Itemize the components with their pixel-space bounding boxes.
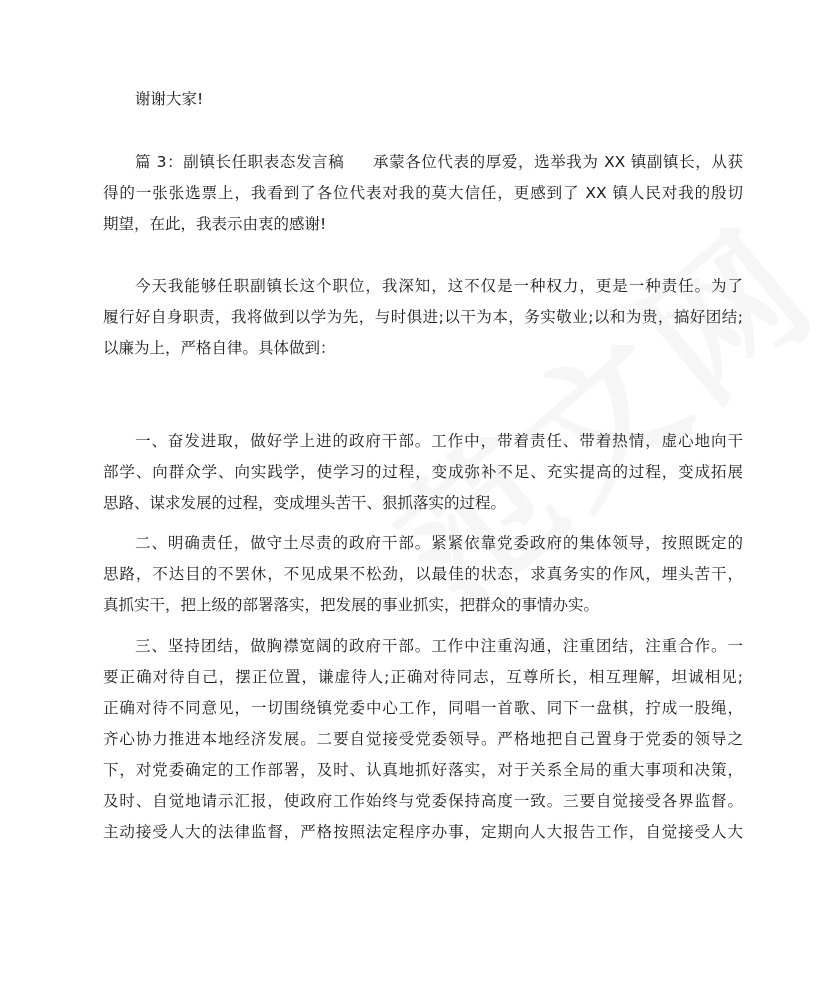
paragraph-line	[103, 147, 743, 178]
point-three-paragraph	[103, 631, 743, 848]
paragraph-line: 二、明确责任，做守土尽责的政府干部。紧紧依靠党委政府的集体领导，按照既定的	[135, 534, 743, 552]
paragraph-line: 以廉为上，严格自律。具体做到：	[103, 339, 336, 357]
paragraph-line: 思路、谋求发展的过程，变成埋头苦干、狠抓落实的过程。	[103, 494, 507, 512]
closing-paragraph	[103, 84, 743, 115]
paragraph-line: 下，对党委确定的工作部署，及时、认真地抓好落实，对于关系全局的重大事项和决策，	[103, 761, 743, 779]
point-two-paragraph	[103, 528, 743, 621]
paragraph-line: 三、坚持团结，做胸襟宽阔的政府干部。工作中注重沟通，注重团结，注重合作。一	[135, 637, 743, 655]
paragraph-line: 得的一张张选票上，我看到了各位代表对我的莫大信任，更感到了 XX 镇人民对我的殷切	[103, 184, 743, 202]
paragraph-line: 期望，在此，我表示由衷的感谢!	[103, 215, 327, 233]
paragraph-line: 及时、自觉地请示汇报，使政府工作始终与党委保持高度一致。三要自觉接受各界监督。	[103, 792, 743, 810]
speech-intro-paragraph	[103, 147, 743, 240]
paragraph-line: 思路，不达目的不罢休，不见成果不松劲，以最佳的状态，求真务实的作风，埋头苦干，	[103, 565, 743, 583]
paragraph-line: 真抓实干，把上级的部署落实，把发展的事业抓实，把群众的事情办实。	[103, 596, 600, 614]
paragraph-line-text: 承蒙各位代表的厚爱，选举我为 XX 镇副镇长，从获	[372, 153, 744, 171]
paragraph-line: 今天我能够任职副镇长这个职位，我深知，这不仅是一种权力，更是一种责任。为了	[135, 277, 743, 295]
paragraph-line: 正确对待不同意见，一切围绕镇党委中心工作，同唱一首歌、同下一盘棋，拧成一股绳，	[103, 699, 743, 717]
paragraph-line: 一、奋发进取，做好学上进的政府干部。工作中，带着责任、带着热情，虚心地向干	[135, 432, 743, 450]
duty-paragraph	[103, 271, 743, 364]
speech-title: 篇 3：副镇长任职表态发言稿	[135, 153, 345, 171]
paragraph-line: 部学、向群众学、向实践学，使学习的过程，变成弥补不足、充实提高的过程，变成拓展	[103, 463, 743, 481]
paragraph-line: 齐心协力推进本地经济发展。二要自觉接受党委领导。严格地把自己置身于党委的领导之	[103, 730, 743, 748]
point-one-paragraph	[103, 426, 743, 519]
closing-text: 谢谢大家!	[135, 90, 204, 108]
paragraph-line: 履行好自身职责，我将做到以学为先，与时俱进;以干为本，务实敬业;以和为贵，搞好团结;	[103, 308, 743, 326]
paragraph-line: 主动接受人大的法律监督，严格按照法定程序办事，定期向人大报告工作，自觉接受人大	[103, 823, 743, 841]
paragraph-line: 要正确对待自己，摆正位置，谦虚待人;正确对待同志，互尊所长，相互理解，坦诚相见;	[103, 668, 743, 686]
